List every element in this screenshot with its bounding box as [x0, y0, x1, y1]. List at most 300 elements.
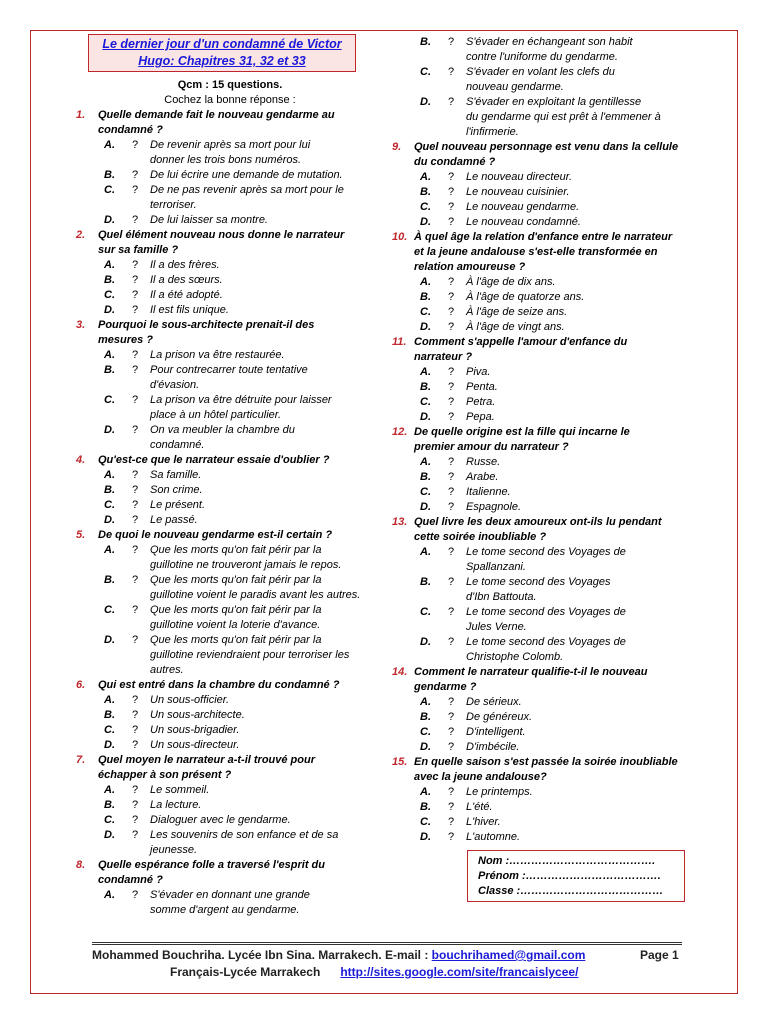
question-text — [414, 230, 692, 275]
answer-option[interactable] — [76, 738, 366, 753]
answer-option[interactable] — [392, 725, 692, 740]
option-checkbox[interactable]: ? — [448, 291, 455, 303]
answer-option[interactable] — [76, 423, 366, 453]
question-text — [98, 228, 366, 258]
question-number: 8. — [76, 859, 86, 871]
option-letter: B. — [104, 169, 115, 181]
answer-option[interactable] — [76, 513, 366, 528]
option-text-line: S'évader en volant les clefs du — [466, 66, 615, 78]
question — [76, 228, 366, 318]
question-text-line: De quoi le nouveau gendarme est-il certain ? — [98, 529, 333, 541]
question-text-line: Qu'est-ce que le narrateur essaie d'oublier ? — [98, 454, 330, 466]
option-letter: D. — [420, 831, 431, 843]
option-checkbox[interactable]: ? — [448, 741, 455, 753]
option-text-line: Jules Verne. — [466, 621, 527, 633]
right-column — [392, 35, 692, 845]
answer-option[interactable] — [392, 275, 692, 290]
answer-option[interactable] — [76, 213, 366, 228]
option-text — [150, 348, 366, 363]
option-text-line: autres. — [150, 664, 184, 676]
option-text-line: Piva. — [466, 366, 491, 378]
answer-option[interactable] — [392, 485, 692, 500]
option-text — [150, 708, 366, 723]
question-number: 13. — [392, 516, 408, 528]
option-text-line: La prison va être détruite pour laisser — [150, 394, 332, 406]
option-letter: A. — [420, 276, 431, 288]
question-text-line: gendarme ? — [414, 681, 477, 693]
option-checkbox[interactable]: ? — [132, 889, 139, 901]
option-text-line: guillotine reviendraient pour terroriser les — [150, 649, 350, 661]
answer-option[interactable] — [392, 815, 692, 830]
class-field[interactable]: Classe :………………………………… — [478, 885, 664, 897]
answer-option[interactable] — [392, 320, 692, 335]
option-letter: B. — [420, 471, 431, 483]
option-checkbox[interactable]: ? — [448, 696, 455, 708]
option-checkbox[interactable]: ? — [448, 411, 455, 423]
option-text — [150, 783, 366, 798]
option-text — [466, 200, 692, 215]
answer-option[interactable] — [76, 168, 366, 183]
question-text — [98, 678, 366, 693]
option-checkbox[interactable]: ? — [132, 709, 139, 721]
option-text — [150, 603, 366, 633]
question — [76, 318, 366, 453]
question-text — [414, 515, 692, 545]
option-text — [150, 303, 366, 318]
footer-email-link[interactable]: bouchrihamed@gmail.com — [431, 948, 586, 962]
option-checkbox[interactable]: ? — [448, 501, 455, 513]
answer-option[interactable] — [392, 695, 692, 710]
option-letter: A. — [420, 456, 431, 468]
question-text-line: narrateur ? — [414, 351, 473, 363]
option-text — [150, 423, 366, 453]
option-letter: D. — [420, 321, 431, 333]
option-text — [466, 740, 692, 755]
answer-option[interactable] — [392, 800, 692, 815]
option-checkbox[interactable]: ? — [448, 216, 455, 228]
option-checkbox[interactable]: ? — [132, 784, 139, 796]
answer-option[interactable] — [392, 65, 692, 95]
option-text-line: nouveau gendarme. — [466, 81, 564, 93]
option-letter: D. — [104, 514, 115, 526]
question — [76, 108, 366, 228]
answer-option[interactable] — [392, 830, 692, 845]
answer-option[interactable] — [76, 633, 366, 678]
option-letter: D. — [104, 304, 115, 316]
option-letter: B. — [104, 709, 115, 721]
option-checkbox[interactable]: ? — [448, 726, 455, 738]
question-number: 1. — [76, 109, 86, 121]
answer-option[interactable] — [392, 215, 692, 230]
option-text — [466, 65, 692, 95]
option-letter: C. — [420, 66, 431, 78]
option-text-line: De sérieux. — [466, 696, 522, 708]
answer-option[interactable] — [76, 543, 366, 573]
answer-option[interactable] — [392, 605, 692, 635]
option-text-line: À l'âge de vingt ans. — [466, 321, 565, 333]
option-text — [466, 275, 692, 290]
option-letter: D. — [104, 634, 115, 646]
question — [392, 230, 692, 335]
option-text-line: Le nouveau directeur. — [466, 171, 572, 183]
question-text-line: et la jeune andalouse s'est-elle transformée en — [414, 246, 658, 258]
option-letter: D. — [420, 411, 431, 423]
quiz-instruction: Cochez la bonne réponse : — [164, 94, 296, 106]
option-checkbox[interactable]: ? — [448, 396, 455, 408]
question-text-line: À quel âge la relation d'enfance entre le narrateur — [414, 231, 673, 243]
option-checkbox[interactable]: ? — [132, 394, 139, 406]
option-checkbox[interactable]: ? — [132, 139, 139, 151]
answer-option[interactable] — [392, 305, 692, 320]
question-number: 12. — [392, 426, 408, 438]
option-text — [466, 575, 692, 605]
footer-author-line — [92, 948, 585, 962]
option-letter: B. — [420, 801, 431, 813]
option-checkbox[interactable]: ? — [132, 574, 139, 586]
option-checkbox[interactable]: ? — [448, 276, 455, 288]
answer-option[interactable] — [392, 365, 692, 380]
option-checkbox[interactable]: ? — [448, 66, 455, 78]
answer-option[interactable] — [392, 95, 692, 140]
option-text — [150, 573, 366, 603]
option-letter: C. — [420, 816, 431, 828]
answer-option[interactable] — [392, 545, 692, 575]
option-letter: C. — [420, 486, 431, 498]
question — [392, 515, 692, 665]
answer-option[interactable] — [392, 710, 692, 725]
answer-option[interactable] — [76, 723, 366, 738]
option-checkbox[interactable]: ? — [132, 634, 139, 646]
answer-option[interactable] — [76, 273, 366, 288]
option-text-line: De généreux. — [466, 711, 533, 723]
option-checkbox[interactable]: ? — [448, 456, 455, 468]
option-letter: C. — [104, 184, 115, 196]
option-text — [466, 185, 692, 200]
option-checkbox[interactable]: ? — [132, 829, 139, 841]
option-text — [150, 273, 366, 288]
answer-option[interactable] — [76, 258, 366, 273]
answer-option[interactable] — [392, 410, 692, 425]
option-text-line: jeunesse. — [150, 844, 198, 856]
option-text-line: contre l'uniforme du gendarme. — [466, 51, 618, 63]
option-checkbox[interactable]: ? — [448, 801, 455, 813]
option-letter: C. — [420, 306, 431, 318]
option-text-line: Le tome second des Voyages de — [466, 546, 626, 558]
option-checkbox[interactable]: ? — [448, 36, 455, 48]
option-text-line: Les souvenirs de son enfance et de sa — [150, 829, 339, 841]
option-text-line: Le tome second des Voyages de — [466, 636, 626, 648]
option-checkbox[interactable]: ? — [132, 259, 139, 271]
answer-option[interactable] — [76, 183, 366, 213]
option-text — [466, 470, 692, 485]
option-checkbox[interactable]: ? — [132, 169, 139, 181]
option-checkbox[interactable]: ? — [132, 604, 139, 616]
option-letter: B. — [420, 36, 431, 48]
option-letter: C. — [420, 726, 431, 738]
option-text — [466, 35, 692, 65]
answer-option[interactable] — [392, 380, 692, 395]
question-text-line: échapper à son présent ? — [98, 769, 232, 781]
option-letter: B. — [104, 799, 115, 811]
question — [392, 665, 692, 755]
question-text-line: relation amoureuse ? — [414, 261, 526, 273]
option-text-line: Un sous-directeur. — [150, 739, 240, 751]
option-letter: A. — [104, 259, 115, 271]
option-checkbox[interactable]: ? — [448, 786, 455, 798]
option-letter: A. — [420, 786, 431, 798]
answer-option[interactable] — [76, 573, 366, 603]
answer-option[interactable] — [392, 740, 692, 755]
option-checkbox[interactable]: ? — [448, 96, 455, 108]
question-number: 9. — [392, 141, 402, 153]
option-text-line: Le nouveau gendarme. — [466, 201, 580, 213]
question-text-line: Quelle espérance folle a traversé l'esprit du — [98, 859, 325, 871]
option-checkbox[interactable]: ? — [448, 366, 455, 378]
option-text-line: Le tome second des Voyages — [466, 576, 611, 588]
option-text — [466, 95, 692, 140]
option-checkbox[interactable]: ? — [132, 424, 139, 436]
option-checkbox[interactable]: ? — [448, 711, 455, 723]
option-letter: A. — [104, 349, 115, 361]
option-checkbox[interactable]: ? — [448, 471, 455, 483]
option-checkbox[interactable]: ? — [132, 814, 139, 826]
question-text — [414, 665, 692, 695]
option-text-line: De lui écrire une demande de mutation. — [150, 169, 343, 181]
option-letter: C. — [104, 604, 115, 616]
answer-option[interactable] — [392, 170, 692, 185]
option-text — [466, 410, 692, 425]
option-checkbox[interactable]: ? — [448, 576, 455, 588]
option-checkbox[interactable]: ? — [132, 364, 139, 376]
answer-option[interactable] — [76, 138, 366, 168]
answer-option[interactable] — [392, 35, 692, 65]
answer-option[interactable] — [76, 708, 366, 723]
question-text-line: cette soirée inoubliable ? — [414, 531, 547, 543]
option-checkbox[interactable]: ? — [448, 186, 455, 198]
question — [392, 335, 692, 425]
option-text-line: d'Ibn Battouta. — [466, 591, 537, 603]
question — [76, 453, 366, 528]
question-text-line: Quelle demande fait le nouveau gendarme au — [98, 109, 335, 121]
answer-option[interactable] — [76, 303, 366, 318]
option-text — [150, 513, 366, 528]
question — [76, 753, 366, 858]
name-field[interactable]: Nom :…………………………………. — [478, 855, 656, 867]
option-text-line: guillotine voient le paradis avant les autres. — [150, 589, 361, 601]
answer-option[interactable] — [76, 888, 366, 918]
option-checkbox[interactable]: ? — [448, 636, 455, 648]
answer-option[interactable] — [392, 635, 692, 665]
option-text — [150, 693, 366, 708]
option-text-line: Le nouveau condamné. — [466, 216, 581, 228]
answer-option[interactable] — [76, 363, 366, 393]
option-checkbox[interactable]: ? — [132, 304, 139, 316]
answer-option[interactable] — [392, 290, 692, 305]
question — [76, 858, 366, 918]
option-text — [466, 485, 692, 500]
answer-option[interactable] — [76, 813, 366, 828]
answer-option[interactable] — [76, 798, 366, 813]
option-letter: D. — [104, 829, 115, 841]
option-checkbox[interactable]: ? — [448, 171, 455, 183]
question-number: 5. — [76, 529, 86, 541]
question-text — [98, 108, 366, 138]
option-text — [150, 168, 366, 183]
answer-option[interactable] — [392, 470, 692, 485]
question-number: 3. — [76, 319, 86, 331]
option-letter: D. — [420, 501, 431, 513]
answer-option[interactable] — [76, 393, 366, 423]
option-text — [466, 290, 692, 305]
option-checkbox[interactable]: ? — [132, 724, 139, 736]
answer-option[interactable] — [76, 693, 366, 708]
option-checkbox[interactable]: ? — [448, 201, 455, 213]
quiz-count: Qcm : 15 questions. — [177, 79, 283, 91]
option-text — [150, 738, 366, 753]
option-letter: B. — [104, 484, 115, 496]
answer-option[interactable] — [76, 348, 366, 363]
question-number: 15. — [392, 756, 408, 768]
option-text — [150, 138, 366, 168]
option-text-line: Pepa. — [466, 411, 495, 423]
question-text — [414, 755, 692, 785]
option-checkbox[interactable]: ? — [132, 274, 139, 286]
answer-option[interactable] — [76, 603, 366, 633]
question-text — [414, 425, 692, 455]
option-text-line: Le tome second des Voyages de — [466, 606, 626, 618]
option-text-line: Le sommeil. — [150, 784, 210, 796]
option-checkbox[interactable]: ? — [132, 799, 139, 811]
option-checkbox[interactable]: ? — [448, 831, 455, 843]
option-text-line: Que les morts qu'on fait périr par la — [150, 544, 322, 556]
option-checkbox[interactable]: ? — [132, 499, 139, 511]
option-checkbox[interactable]: ? — [448, 306, 455, 318]
answer-option[interactable] — [76, 783, 366, 798]
option-text-line: À l'âge de seize ans. — [466, 306, 568, 318]
answer-option[interactable] — [76, 828, 366, 858]
option-text-line: L'automne. — [466, 831, 521, 843]
option-text-line: L'hiver. — [466, 816, 501, 828]
answer-option[interactable] — [392, 200, 692, 215]
option-checkbox[interactable]: ? — [132, 469, 139, 481]
option-letter: C. — [104, 289, 115, 301]
option-letter: D. — [104, 424, 115, 436]
question-text — [98, 528, 366, 543]
option-text-line: Il a des frères. — [150, 259, 220, 271]
answer-option[interactable] — [392, 500, 692, 515]
option-text — [150, 288, 366, 303]
option-text — [150, 543, 366, 573]
question-text-line: En quelle saison s'est passée la soirée inoubliable — [414, 756, 678, 768]
option-letter: A. — [104, 469, 115, 481]
option-text-line: place à un hôtel particulier. — [150, 409, 282, 421]
option-text-line: Un sous-architecte. — [150, 709, 245, 721]
answer-option[interactable] — [392, 785, 692, 800]
question-number: 10. — [392, 231, 408, 243]
option-text — [150, 498, 366, 513]
answer-option[interactable] — [392, 455, 692, 470]
left-column — [76, 108, 366, 918]
option-text-line: condamné. — [150, 439, 205, 451]
option-checkbox[interactable]: ? — [132, 694, 139, 706]
option-checkbox[interactable]: ? — [448, 321, 455, 333]
option-letter: D. — [104, 214, 115, 226]
question — [392, 425, 692, 515]
option-text-line: La prison va être restaurée. — [150, 349, 285, 361]
question-number: 14. — [392, 666, 408, 678]
option-checkbox[interactable]: ? — [448, 486, 455, 498]
option-text-line: Il a été adopté. — [150, 289, 223, 301]
option-text-line: donner les trois bons numéros. — [150, 154, 302, 166]
option-letter: A. — [104, 694, 115, 706]
option-text — [466, 785, 692, 800]
option-text-line: Un sous-officier. — [150, 694, 230, 706]
option-checkbox[interactable]: ? — [448, 816, 455, 828]
page-number: Page 1 — [640, 948, 679, 962]
option-letter: C. — [420, 606, 431, 618]
answer-option[interactable] — [392, 395, 692, 410]
option-text — [150, 633, 366, 678]
answer-option[interactable] — [392, 575, 692, 605]
question-text-line: Quel moyen le narrateur a-t-il trouvé pour — [98, 754, 315, 766]
option-text-line: Que les morts qu'on fait périr par la — [150, 634, 322, 646]
option-checkbox[interactable]: ? — [448, 546, 455, 558]
option-checkbox[interactable]: ? — [132, 289, 139, 301]
question-number: 4. — [76, 454, 86, 466]
firstname-field[interactable]: Prénom :………………………………. — [478, 870, 661, 882]
option-text — [150, 258, 366, 273]
option-letter: B. — [420, 186, 431, 198]
question-text-line: Qui est entré dans la chambre du condamné ? — [98, 679, 340, 691]
answer-option[interactable] — [76, 468, 366, 483]
answer-option[interactable] — [392, 185, 692, 200]
option-text-line: Pour contrecarrer toute tentative — [150, 364, 308, 376]
option-checkbox[interactable]: ? — [132, 514, 139, 526]
option-checkbox[interactable]: ? — [132, 484, 139, 496]
option-text — [150, 483, 366, 498]
option-checkbox[interactable]: ? — [132, 739, 139, 751]
option-checkbox[interactable]: ? — [132, 349, 139, 361]
option-letter: A. — [420, 696, 431, 708]
option-text-line: Le printemps. — [466, 786, 533, 798]
footer-site-line — [170, 965, 578, 979]
option-checkbox[interactable]: ? — [132, 184, 139, 196]
option-text-line: Que les morts qu'on fait périr par la — [150, 574, 322, 586]
option-text — [466, 500, 692, 515]
option-letter: A. — [104, 544, 115, 556]
answer-option[interactable] — [76, 288, 366, 303]
option-checkbox[interactable]: ? — [448, 381, 455, 393]
option-checkbox[interactable]: ? — [448, 606, 455, 618]
option-text-line: D'imbécile. — [466, 741, 520, 753]
option-checkbox[interactable]: ? — [132, 214, 139, 226]
answer-option[interactable] — [76, 483, 366, 498]
option-text-line: Arabe. — [466, 471, 499, 483]
option-letter: D. — [420, 741, 431, 753]
footer-url-link[interactable]: http://sites.google.com/site/francaislycee/ — [340, 965, 579, 979]
option-text — [466, 725, 692, 740]
question — [392, 140, 692, 230]
option-text — [150, 798, 366, 813]
option-text-line: D'intelligent. — [466, 726, 526, 738]
question-number: 7. — [76, 754, 86, 766]
answer-option[interactable] — [76, 498, 366, 513]
question-text — [98, 318, 366, 348]
option-checkbox[interactable]: ? — [132, 544, 139, 556]
option-text-line: De revenir après sa mort pour lui — [150, 139, 311, 151]
option-letter: C. — [420, 201, 431, 213]
footer-divider — [92, 942, 682, 945]
